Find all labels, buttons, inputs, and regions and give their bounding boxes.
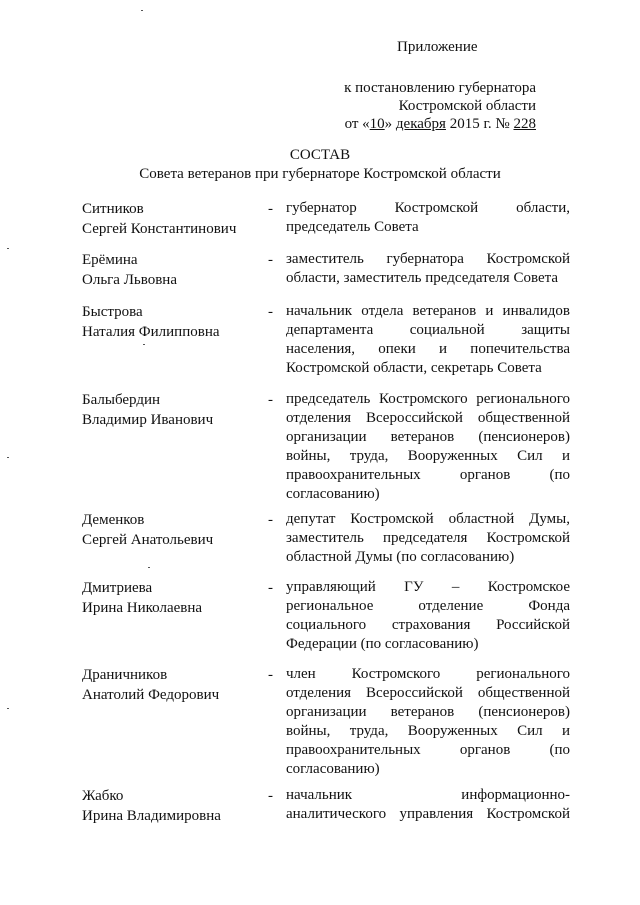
member-surname: Балыбердин [82,392,161,408]
member-surname: Деменков [82,512,145,528]
appendix-reference [340,79,536,133]
date-month: декабря [395,116,446,132]
scan-speck [143,344,145,345]
role-line: региональное отделение Фонда [286,598,570,614]
role-line: начальник отдела ветеранов и инвалидов [286,303,570,319]
role-line: аналитического управления Костромской [286,806,570,822]
role-line: член Костромского регионального [286,666,570,682]
member-dash: - [268,304,273,320]
member-dash: - [268,252,273,268]
role-line: правоохранительных органов (по [286,742,570,758]
date-prefix: от « [344,116,370,132]
member-dash: - [268,512,273,528]
role-line: областной Думы (по согласованию) [286,549,515,565]
scan-speck [148,567,150,568]
date-mid: » [384,116,396,132]
member-given-names: Сергей Константинович [82,221,237,237]
member-name [82,578,267,618]
member-surname: Быстрова [82,304,143,320]
member-dash: - [268,201,273,217]
role-line: губернатор Костромской области, [286,200,570,216]
member-name [82,665,267,705]
member-dash: - [268,580,273,596]
role-line: председатель Совета [286,219,419,235]
member-name [82,250,267,290]
appendix-line-1: к постановлению губернатора [344,80,536,96]
member-role [286,786,570,824]
role-line: войны, труда, Вооруженных Сил и [286,723,570,739]
member-role [286,199,570,237]
decree-number: 228 [513,116,536,132]
appendix-line-2: Костромской области [398,98,536,114]
member-given-names: Сергей Анатольевич [82,532,214,548]
member-given-names: Наталия Филипповна [82,324,220,340]
member-role [286,250,570,288]
role-line: депутат Костромской областной Думы, [286,511,570,527]
role-line: войны, труда, Вооруженных Сил и [286,448,570,464]
member-name [82,786,267,826]
member-dash: - [268,788,273,804]
member-name [82,302,267,342]
role-line: согласованию) [286,761,380,777]
date-day: 10 [369,116,385,132]
member-name [82,390,267,430]
member-given-names: Ольга Львовна [82,272,177,288]
member-name [82,199,267,239]
role-line: отделения Всероссийской общественной [286,410,570,426]
role-line: организации ветеранов (пенсионеров) [286,704,570,720]
member-role [286,578,570,654]
member-dash: - [268,667,273,683]
member-given-names: Владимир Иванович [82,412,214,428]
role-line: организации ветеранов (пенсионеров) [286,429,570,445]
document-subtitle: Совета ветеранов при губернаторе Костромской области [139,166,501,182]
member-surname: Дмитриева [82,580,153,596]
member-surname: Ерёмина [82,252,138,268]
member-role [286,390,570,504]
member-role [286,510,570,567]
role-line: области, заместитель председателя Совета [286,270,558,286]
date-year: 2015 г. № [445,116,514,132]
role-line: согласованию) [286,486,380,502]
role-line: Костромской области, секретарь Совета [286,360,542,376]
scan-speck [7,248,9,249]
member-given-names: Ирина Николаевна [82,600,203,616]
role-line: департамента социальной защиты [286,322,570,338]
role-line: управляющий ГУ – Костромское [286,579,570,595]
member-role [286,302,570,378]
document-title: СОСТАВ [289,147,351,163]
role-line: правоохранительных органов (по [286,467,570,483]
role-line: социального страхования Российской [286,617,570,633]
member-role [286,665,570,779]
role-line: заместитель председателя Костромской [286,530,570,546]
scan-speck [7,457,9,458]
member-surname: Драничников [82,667,168,683]
role-line: Федерации (по согласованию) [286,636,479,652]
role-line: начальник информационно- [286,787,570,803]
member-given-names: Ирина Владимировна [82,808,221,824]
role-line: заместитель губернатора Костромской [286,251,570,267]
appendix-title: Приложение [397,39,478,55]
member-name [82,510,267,550]
member-given-names: Анатолий Федорович [82,687,220,703]
member-surname: Ситников [82,201,144,217]
role-line: отделения Всероссийской общественной [286,685,570,701]
role-line: председатель Костромского регионального [286,391,570,407]
member-surname: Жабко [82,788,124,804]
member-dash: - [268,392,273,408]
role-line: населения, опеки и попечительства [286,341,570,357]
scan-speck [141,10,143,11]
appendix-date-line [340,115,536,133]
scan-speck [7,708,9,709]
